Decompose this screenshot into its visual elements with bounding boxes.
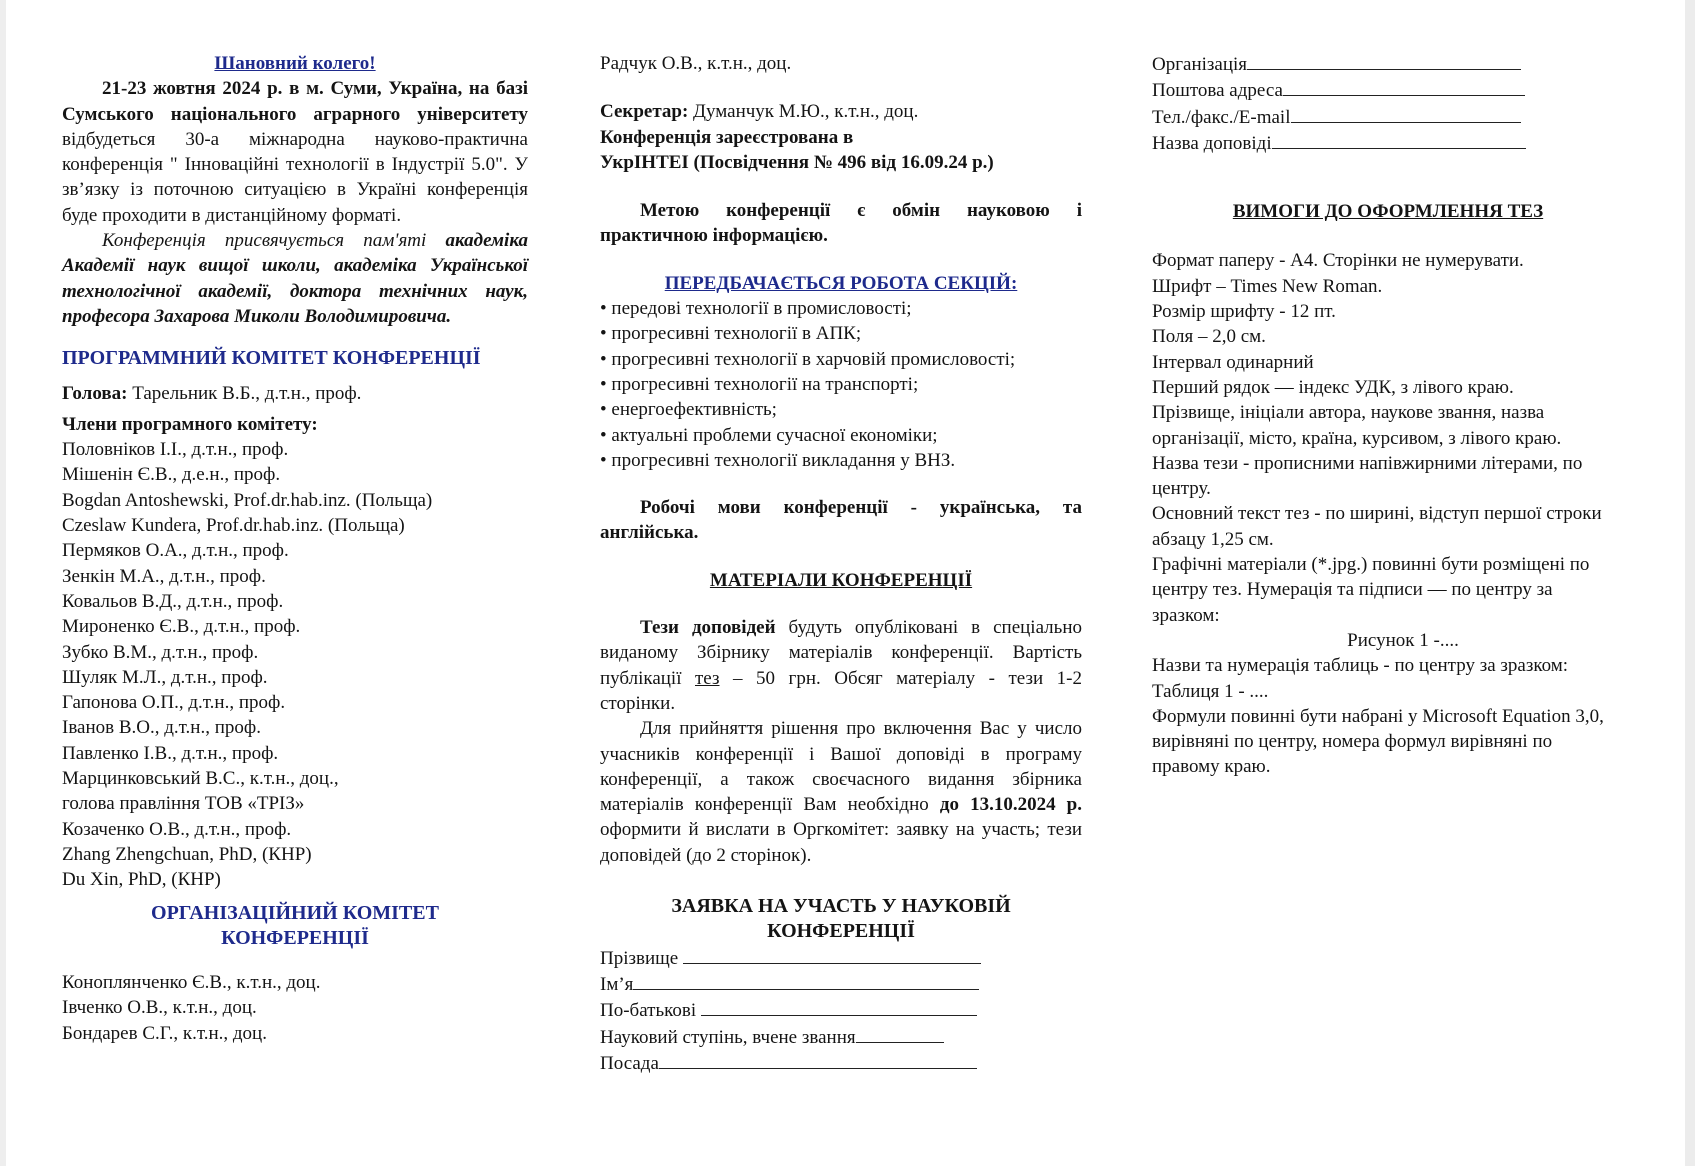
requirements-list xyxy=(1152,248,1624,779)
form-field-surname xyxy=(600,945,1082,971)
form-field-patronymic xyxy=(600,997,1082,1023)
form-field-line xyxy=(1272,130,1526,149)
form-field-label: Ім’я xyxy=(600,973,634,995)
org-committee-title xyxy=(62,901,528,952)
theses-underlined: тез xyxy=(695,667,720,689)
figure-sample: Рисунок 1 -.... xyxy=(1347,629,1459,651)
form-field-line xyxy=(701,997,977,1016)
intro-paragraph xyxy=(62,76,528,228)
theses-bold: Тези доповідей xyxy=(640,617,776,639)
form-field-label: По-батькові xyxy=(600,1000,701,1022)
committee-member: Мішенін Є.В., д.е.н., проф. xyxy=(62,464,281,486)
application-title-line-1: ЗАЯВКА НА УЧАСТЬ У НАУКОВІЙ xyxy=(671,895,1011,918)
committee-member: голова правління ТОВ «ТРІЗ» xyxy=(62,793,305,815)
form-field-label: Тел./факс./E-mail xyxy=(1152,106,1291,128)
form-field-report-title xyxy=(1152,130,1624,156)
requirement-item: Шрифт – Times New Roman. xyxy=(1152,275,1383,297)
working-languages: Робочі мови конференції - українська, та англійська. xyxy=(600,497,1082,544)
requirement-item: Формат паперу - А4. Сторінки не нумерувати. xyxy=(1152,250,1524,272)
secretary-label: Секретар: xyxy=(600,101,689,123)
committee-member: Павленко І.В., д.т.н., проф. xyxy=(62,742,279,764)
program-committee-list xyxy=(62,437,528,892)
form-field-organization xyxy=(1152,51,1624,77)
decision-paragraph xyxy=(600,716,1082,868)
page-edge-right xyxy=(1685,0,1695,1166)
section-item: • енергоефективність; xyxy=(600,399,777,421)
sections-list xyxy=(600,296,1082,473)
application-form-cont xyxy=(1152,51,1624,156)
committee-chair xyxy=(62,381,528,406)
form-field-address xyxy=(1152,77,1624,103)
form-field-name xyxy=(600,971,1082,997)
form-field-label: Назва доповіді xyxy=(1152,132,1272,154)
theses-text-1: будуть опубліковані в спеціально виданому Збірнику матеріалів конференції. Вартість публікації xyxy=(600,617,1082,689)
requirement-item: Інтервал одинарний xyxy=(1152,351,1314,373)
org-committee-title-line-2: КОНФЕРЕНЦІЇ xyxy=(221,926,369,949)
registration-line-1: Конференція зареєстрована в xyxy=(600,126,854,148)
form-field-label: Прізвище xyxy=(600,947,683,969)
application-form xyxy=(600,945,1082,1076)
intro-bold-text: 21-23 жовтня 2024 р. в м. Суми, Україна, на базі Сумського національного аграрного університету xyxy=(62,78,528,125)
dedication-paragraph xyxy=(62,228,528,329)
page-edge-left xyxy=(0,0,6,1166)
section-item: • актуальні проблеми сучасної економіки; xyxy=(600,424,938,446)
committee-member: Половніков І.І., д.т.н., проф. xyxy=(62,439,289,461)
committee-member: Марцинковський В.С., к.т.н., доц., xyxy=(62,768,339,790)
committee-member: Du Xin, PhD, (КНР) xyxy=(62,869,221,891)
sections-title: ПЕРЕДБАЧАЄТЬСЯ РОБОТА СЕКЦІЙ: xyxy=(664,272,1018,294)
form-field-line xyxy=(683,945,981,964)
section-item: • прогресивні технології викладання у ВНЗ. xyxy=(600,449,956,471)
form-field-line xyxy=(1283,77,1525,96)
committee-member: Гапонова О.П., д.т.н., проф. xyxy=(62,692,286,714)
greeting-heading: Шановний колего! xyxy=(214,53,376,74)
committee-member: Zhang Zhengchuan, PhD, (КНР) xyxy=(62,843,312,865)
chair-value: Тарельник В.Б., д.т.н., проф. xyxy=(127,382,362,404)
requirement-item: Прізвище, ініціали автора, наукове звання, назва організації, місто, країна, курсивом, з лівого краю. xyxy=(1152,402,1562,449)
committee-member: Czeslaw Kundera, Prof.dr.hab.inz. (Польща) xyxy=(62,515,405,537)
members-label: Члени програмного комітету: xyxy=(62,413,318,435)
form-field-contacts xyxy=(1152,104,1624,130)
decision-text-1: Для прийняття рішення про включення Вас у число учасників конференції і Вашої доповіді в програму конференції, а також своєчасного видання збірника матеріалів конференції Вам необхідно xyxy=(600,718,1082,816)
secretary-value: Думанчук М.Ю., к.т.н., доц. xyxy=(688,101,919,123)
dedication-italic-text: Конференція присвячується пам'яті xyxy=(102,230,446,252)
requirement-item: Формули повинні бути набрані у Microsoft Equation 3,0, вирівняні по центру, номера формул вирівняні по правому краю. xyxy=(1152,705,1604,778)
form-field-line xyxy=(659,1050,977,1069)
org-committee-member: Івченко О.В., к.т.н., доц. xyxy=(62,997,257,1019)
committee-member: Ковальов В.Д., д.т.н., проф. xyxy=(62,590,284,612)
program-committee-title: ПРОГРАММНИЙ КОМІТЕТ КОНФЕРЕНЦІЇ xyxy=(62,347,481,370)
requirement-item: Назва тези - прописними напівжирними літерами, по центру. xyxy=(1152,452,1583,500)
section-item: • прогресивні технології на транспорті; xyxy=(600,373,919,395)
registration-line-2: УкрІНТЕІ (Посвідчення № 496 від 16.09.24 р.) xyxy=(600,151,994,173)
column-right xyxy=(1152,0,1624,780)
requirements-title: ВИМОГИ ДО ОФОРМЛЕННЯ ТЕЗ xyxy=(1232,201,1544,223)
form-field-label: Науковий ступінь, вчене звання xyxy=(600,1026,856,1048)
intro-text: відбудеться 30-а міжнародна науково-практична конференція " Інноваційні технології в Індустрії 5.0". У звʼязку із поточною ситуацією в Україні конференція буде проходити в дистанційному форматі. xyxy=(62,128,528,226)
org-committee-list xyxy=(62,970,528,1046)
org-committee-title-line-1: ОРГАНІЗАЦІЙНИЙ КОМІТЕТ xyxy=(151,901,439,924)
form-field-degree xyxy=(600,1024,1082,1050)
chair-label: Голова: xyxy=(62,382,128,404)
conference-goal: Метою конференції є обмін науковою і практичною інформацією. xyxy=(600,200,1082,247)
committee-member: Іванов В.О., д.т.н., проф. xyxy=(62,717,261,739)
committee-member: Bogdan Antoshewski, Prof.dr.hab.inz. (Польща) xyxy=(62,489,433,511)
form-field-line xyxy=(633,971,979,990)
requirement-item: Таблиця 1 - .... xyxy=(1152,680,1269,702)
decision-text-2: оформити й вислати в Оргкомітет: заявку на участь; тези доповідей (до 2 сторінок). xyxy=(600,819,1082,866)
form-field-label: Поштова адреса xyxy=(1152,80,1283,102)
form-field-label: Посада xyxy=(600,1052,659,1074)
committee-member: Пермяков О.А., д.т.н., проф. xyxy=(62,540,289,562)
requirement-item: Розмір шрифту - 12 пт. xyxy=(1152,301,1336,323)
form-field-label: Організація xyxy=(1152,54,1248,75)
form-field-line xyxy=(1291,104,1521,123)
theses-text-2: – 50 грн. Обсяг матеріалу - тези 1-2 сторінки. xyxy=(600,667,1082,714)
requirement-item: Поля – 2,0 см. xyxy=(1152,326,1266,348)
deadline-date: до 13.10.2024 р. xyxy=(939,794,1082,816)
committee-member: Козаченко О.В., д.т.н., проф. xyxy=(62,818,292,840)
column-left xyxy=(62,0,528,1046)
requirement-item: Графічні матеріали (*.jpg.) повинні бути розміщені по центру тез. Нумерація та підписи — по центру за зразком: xyxy=(1152,554,1590,626)
org-committee-member: Радчук О.В., к.т.н., доц. xyxy=(600,53,792,74)
requirement-item: Назви та нумерація таблиць - по центру за зразком: xyxy=(1152,655,1569,677)
org-committee-member: Коноплянченко Є.В., к.т.н., доц. xyxy=(62,972,321,994)
committee-member: Зубко В.М., д.т.н., проф. xyxy=(62,641,259,663)
application-title xyxy=(600,894,1082,945)
form-field-position xyxy=(600,1050,1082,1076)
committee-member: Шуляк М.Л., д.т.н., проф. xyxy=(62,666,268,688)
section-item: • прогресивні технології в АПК; xyxy=(600,323,862,345)
application-title-line-2: КОНФЕРЕНЦІЇ xyxy=(767,920,915,943)
requirement-item: Перший рядок — індекс УДК, з лівого краю. xyxy=(1152,376,1514,398)
materials-title: МАТЕРІАЛИ КОНФЕРЕНЦІЇ xyxy=(709,569,973,591)
secretary-line xyxy=(600,99,1082,124)
committee-member: Зенкін М.А., д.т.н., проф. xyxy=(62,565,266,587)
requirement-item: Основний текст тез - по ширині, відступ першої строки абзацу 1,25 см. xyxy=(1152,503,1602,550)
column-middle xyxy=(600,0,1082,1076)
committee-member: Мироненко Є.В., д.т.н., проф. xyxy=(62,616,301,638)
form-field-line xyxy=(1247,51,1521,70)
org-committee-member: Бондарев С.Г., к.т.н., доц. xyxy=(62,1022,267,1044)
section-item: • прогресивні технології в харчовій промисловості; xyxy=(600,348,1016,370)
section-item: • передові технології в промисловості; xyxy=(600,298,912,320)
dedication-bold-text: академіка Академії наук вищої школи, академіка Української технологічної академії, доктора технічних наук, професора Захарова Миколи Володимировича. xyxy=(62,230,528,327)
theses-paragraph xyxy=(600,615,1082,716)
form-field-line xyxy=(856,1024,944,1043)
